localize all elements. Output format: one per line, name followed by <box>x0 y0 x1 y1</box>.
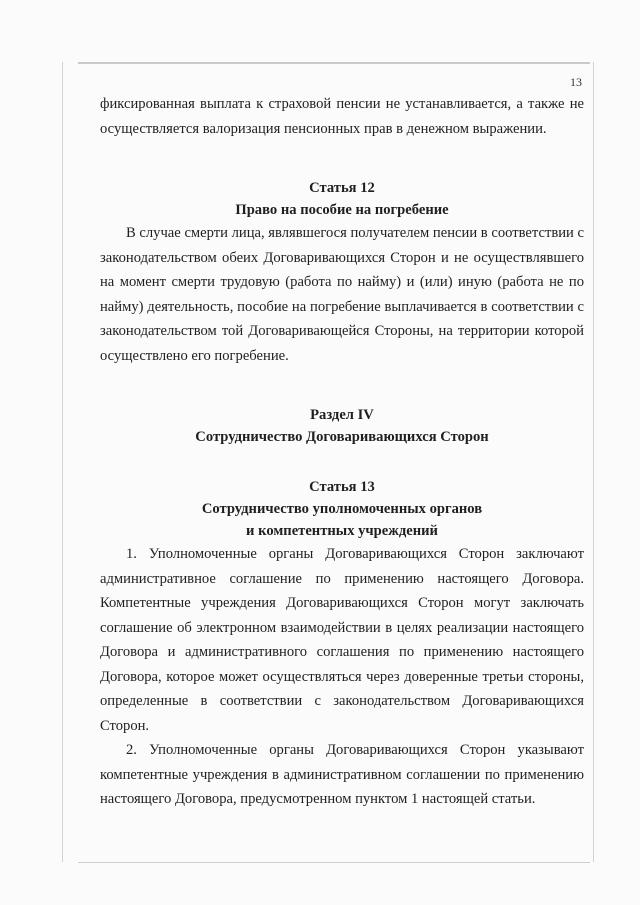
intro-paragraph: фиксированная выплата к страховой пенсии не устанавливается, а также не осуществляется валоризация пенсионных прав в денежном выражении. <box>100 96 584 137</box>
article-13-paragraph-2: 2. Уполномоченные органы Договаривающихся Сторон указывают компетентные учреждения в административном соглашении по применению настоящего Договора, предусмотренном пунктом 1 настоящей статьи. <box>100 742 584 807</box>
article-12-number: Статья 12 <box>309 180 375 196</box>
section-4-title: Сотрудничество Договаривающихся Сторон <box>195 429 489 445</box>
article-12-paragraph: В случае смерти лица, являвшегося получателем пенсии в соответствии с законодательством обеих Договаривающихся Сторон и не осуществлявшего на момент смерти трудовую (работа по найму) и (или) иную (работа не по найму) деятельность, пособие на погребение выплачивается в соответствии с законодательством той Договаривающейся Стороны, на территории которой осуществлено его погребение. <box>100 225 584 364</box>
article-13-title-line-1: Сотрудничество уполномоченных органов <box>201 501 483 517</box>
bottom-rule <box>78 862 590 863</box>
top-rule <box>78 62 590 64</box>
page-number: 13 <box>570 75 582 89</box>
section-4-number: Раздел IV <box>310 407 374 423</box>
article-13-paragraph-1: 1. Уполномоченные органы Договаривающихся Сторон заключают административное соглашение по применению настоящего Договора. Компетентные учреждения Договаривающихся Сторон могут заключать соглашение об электронном взаимодействии в целях реализации настоящего Договора и административного соглашения по применению настоящего Договора, которое может осуществляться через доверенные третьи стороны, определенные в соответствии с законодательством Договаривающихся Сторон. <box>100 546 584 734</box>
article-13-number: Статья 13 <box>309 479 375 495</box>
document-body <box>100 92 584 812</box>
article-12-title: Право на пособие на погребение <box>235 202 449 218</box>
article-13-title-line-2: и компетентных учреждений <box>246 523 438 539</box>
